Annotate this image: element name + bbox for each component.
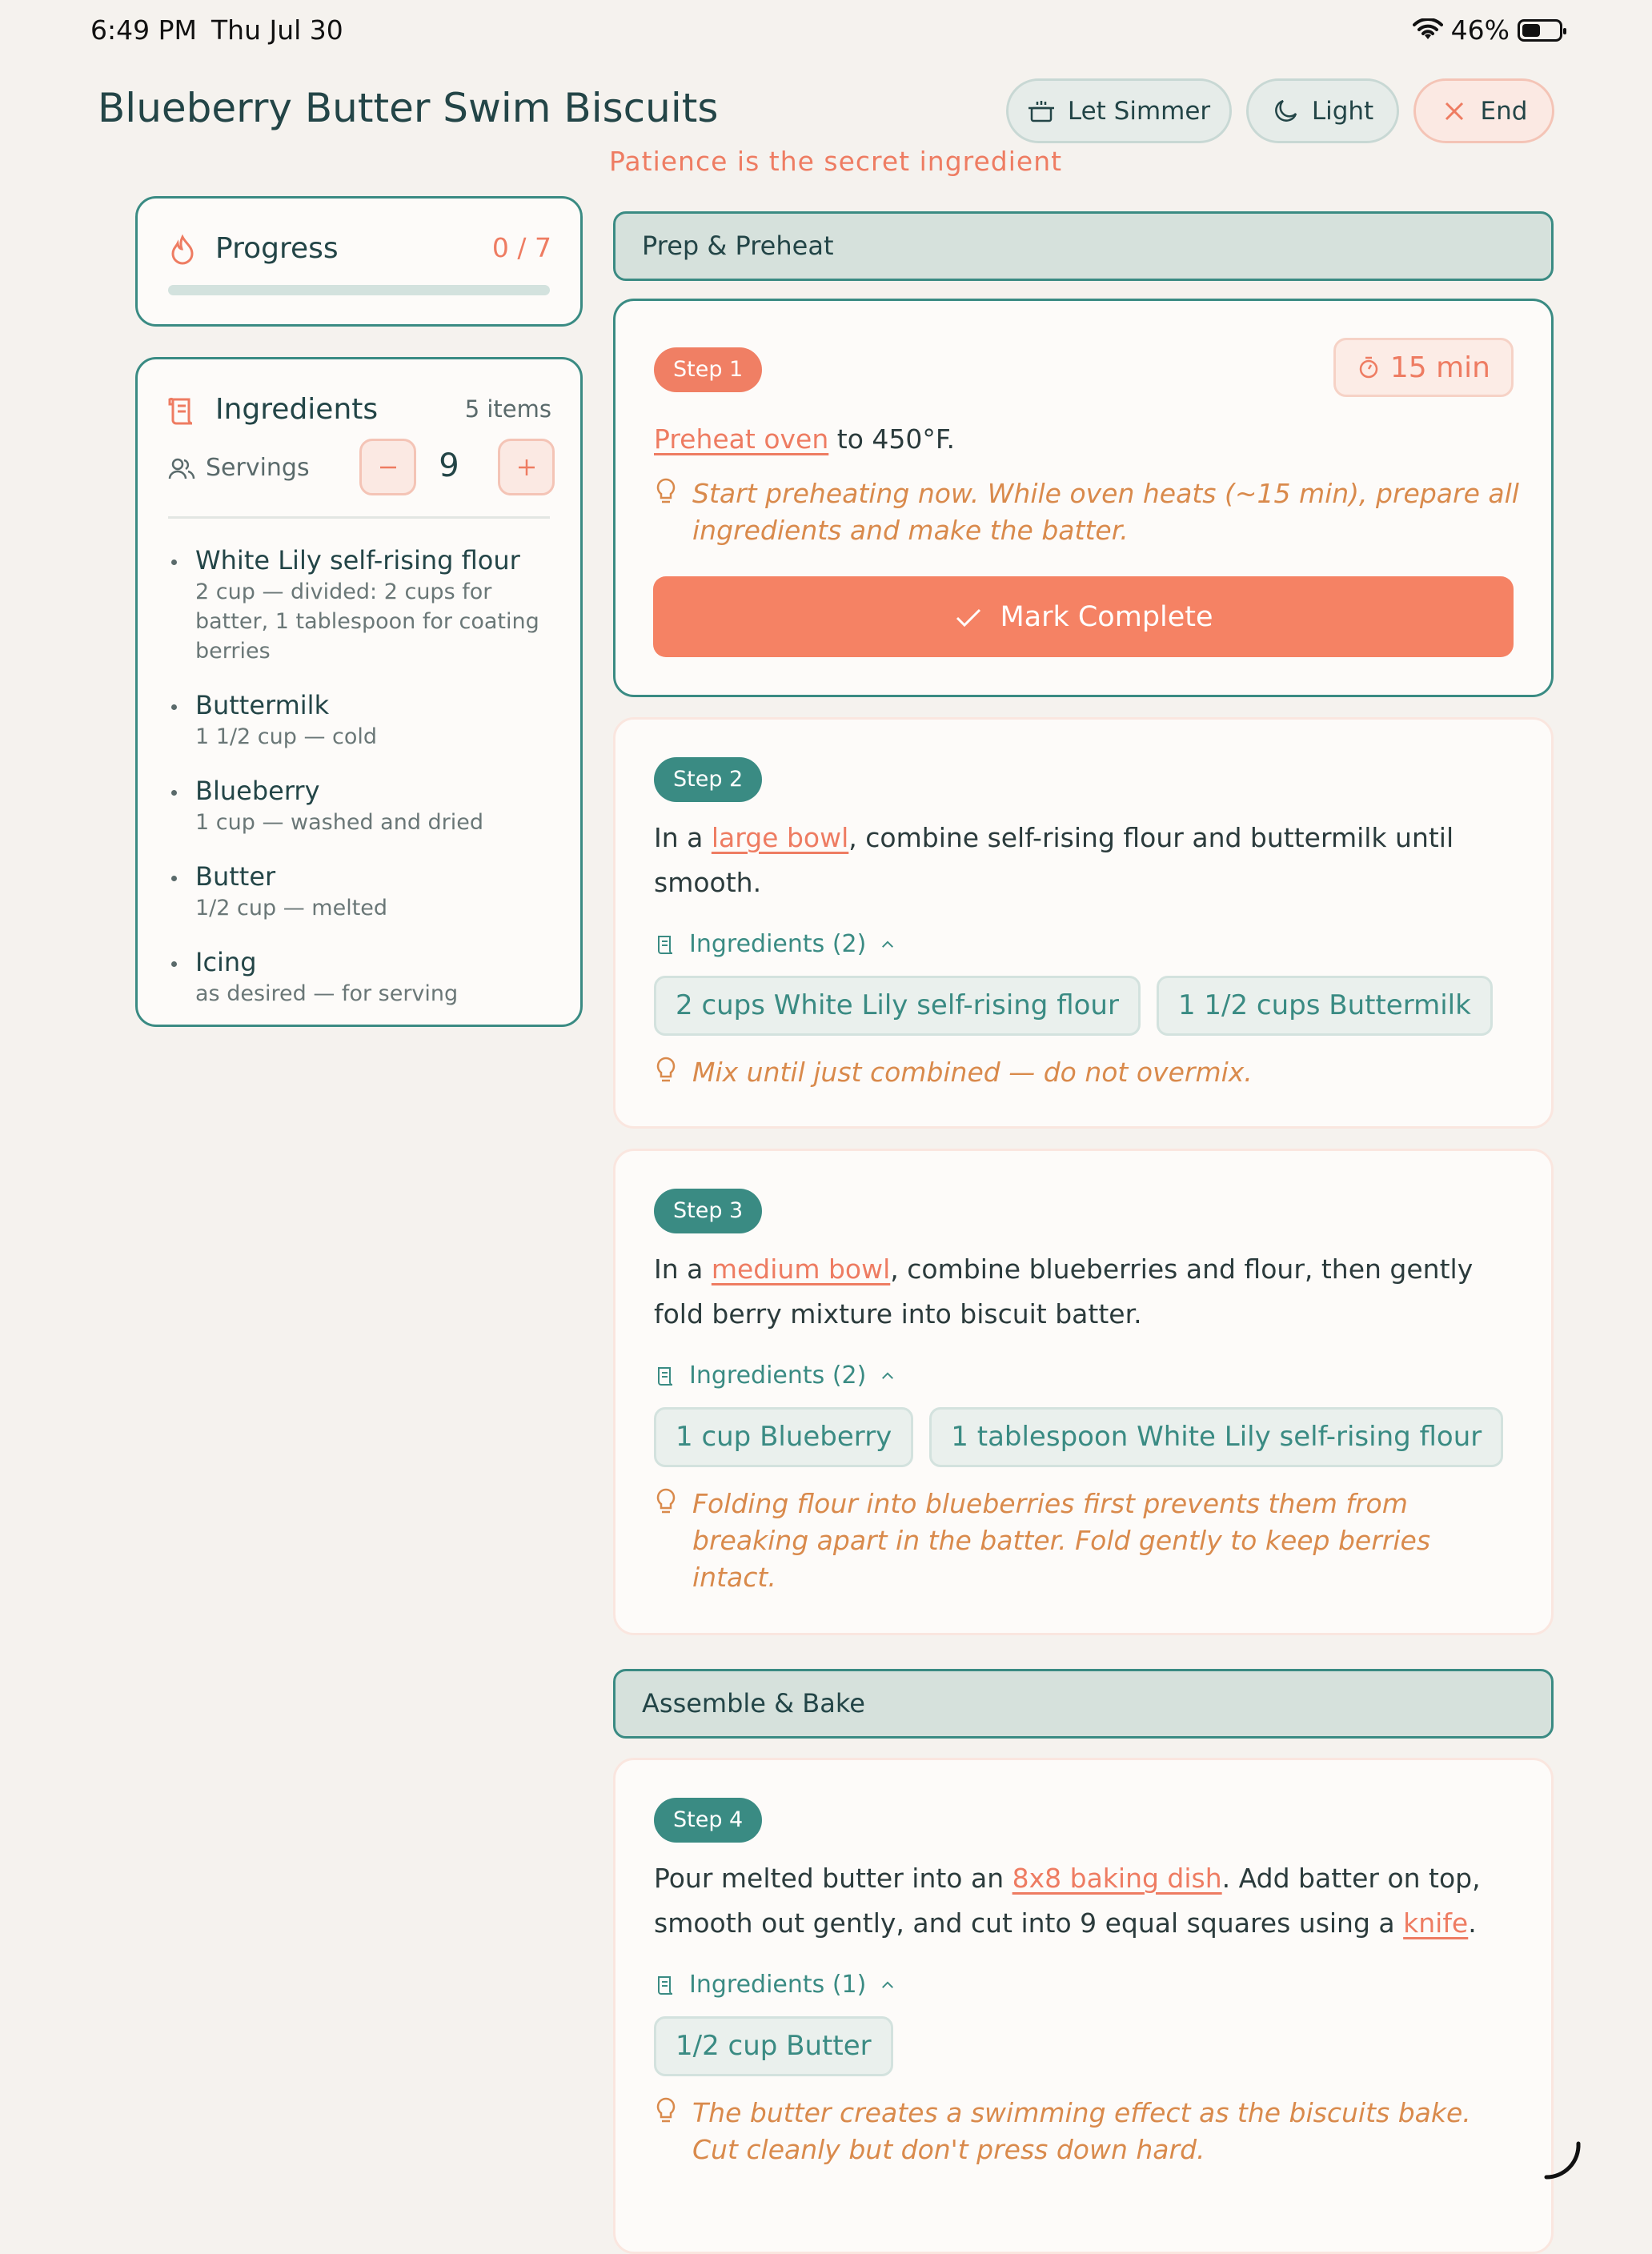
list-item xyxy=(168,945,556,1009)
scroll-icon xyxy=(654,933,676,956)
instruction-text: . Add batter on top, smooth out gently, and cut into 9 equal squares using a xyxy=(654,1863,1481,1939)
ingredient-name: Butter xyxy=(195,860,556,893)
step-badge: Step 1 xyxy=(654,347,762,392)
ingredient-detail: as desired — for serving xyxy=(195,979,556,1009)
list-item xyxy=(168,774,556,837)
tip-text: Mix until just combined — do not overmix. xyxy=(692,1054,1253,1091)
close-icon xyxy=(1441,98,1468,125)
increase-servings-button[interactable] xyxy=(498,439,555,495)
scroll-icon xyxy=(166,395,198,427)
users-icon xyxy=(168,457,195,481)
decrease-servings-button[interactable] xyxy=(359,439,416,495)
ingredient-name: Blueberry xyxy=(195,774,556,808)
ingredient-chips xyxy=(654,2016,893,2076)
status-bar xyxy=(0,0,1652,61)
chevron-up-icon xyxy=(879,1367,896,1385)
step-badge: Step 2 xyxy=(654,757,762,802)
ingredients-divider xyxy=(168,516,550,519)
step-tip xyxy=(654,1486,1519,1596)
lightbulb-icon xyxy=(654,477,678,506)
step-tip xyxy=(654,475,1519,549)
step-card-1 xyxy=(613,299,1554,697)
status-time: 6:49 PM xyxy=(90,14,197,46)
ingredients-list xyxy=(168,543,556,1031)
instruction-text: In a xyxy=(654,1253,712,1285)
ingredient-chip: 2 cups White Lily self-rising flour xyxy=(654,976,1141,1036)
ingredients-toggle[interactable] xyxy=(654,1362,896,1390)
let-simmer-button[interactable] xyxy=(1006,78,1232,143)
let-simmer-label: Let Simmer xyxy=(1068,97,1210,126)
ingredients-toggle[interactable] xyxy=(654,930,896,958)
lightbulb-icon xyxy=(654,1056,678,1085)
step-badge: Step 3 xyxy=(654,1189,762,1233)
ingredient-detail: 1 1/2 cup — cold xyxy=(195,722,556,752)
status-date: Thu Jul 30 xyxy=(211,14,343,46)
list-item xyxy=(168,688,556,752)
tool-link[interactable]: medium bowl xyxy=(712,1253,890,1285)
theme-toggle-button[interactable] xyxy=(1246,78,1399,143)
flame-icon xyxy=(166,234,198,266)
ingredients-toggle-label: Ingredients (1) xyxy=(689,1971,866,1999)
ingredient-name: White Lily self-rising flour xyxy=(195,543,556,577)
page-subtitle: Patience is the secret ingredient xyxy=(609,146,1062,177)
step-card-4[interactable] xyxy=(613,1758,1554,2254)
checkmark-icon xyxy=(953,602,984,632)
lightbulb-icon xyxy=(654,1487,678,1516)
ingredient-chip: 1 1/2 cups Buttermilk xyxy=(1157,976,1493,1036)
ingredient-detail: 1 cup — washed and dried xyxy=(195,808,556,837)
tool-link[interactable]: 8x8 baking dish xyxy=(1012,1863,1222,1894)
step-tip xyxy=(654,1054,1519,1091)
mark-complete-label: Mark Complete xyxy=(1000,601,1213,633)
ingredients-card xyxy=(135,357,583,1027)
section-header-assemble: Assemble & Bake xyxy=(613,1669,1554,1739)
instruction-text: , combine blueberries and flour, then gently fold berry mixture into biscuit batter. xyxy=(654,1253,1473,1330)
moon-icon xyxy=(1272,98,1299,125)
battery-icon xyxy=(1518,19,1562,42)
battery-percent: 46% xyxy=(1451,14,1510,46)
scroll-indicator-icon xyxy=(1542,2140,1583,2182)
tool-link[interactable]: large bowl xyxy=(712,822,848,853)
ingredient-chip: 1/2 cup Butter xyxy=(654,2016,893,2076)
ingredient-detail: 2 cup — divided: 2 cups for batter, 1 tablespoon for coating berries xyxy=(195,577,556,666)
section-header-prep: Prep & Preheat xyxy=(613,211,1554,281)
ingredients-title: Ingredients xyxy=(215,393,378,426)
instruction-text: to 450°F. xyxy=(828,423,955,455)
theme-label: Light xyxy=(1312,97,1373,126)
progress-bar xyxy=(168,285,550,295)
instruction-text: , combine self-rising flour and buttermilk until smooth. xyxy=(654,822,1454,898)
scroll-icon xyxy=(654,1365,676,1387)
timer-label: 15 min xyxy=(1390,351,1490,384)
tool-link[interactable]: Preheat oven xyxy=(654,423,828,455)
ingredient-chip: 1 cup Blueberry xyxy=(654,1407,913,1467)
list-item xyxy=(168,860,556,923)
progress-count: 0 / 7 xyxy=(492,232,551,263)
ingredients-toggle[interactable] xyxy=(654,1971,896,1999)
instruction-text: Pour melted butter into an xyxy=(654,1863,1012,1894)
step-instruction xyxy=(654,417,1503,462)
ingredients-count: 5 items xyxy=(465,395,551,423)
plus-icon xyxy=(515,456,538,479)
tip-text: Start preheating now. While oven heats (~15 min), prepare all ingredients and make the batter. xyxy=(692,475,1519,549)
ingredient-chips xyxy=(654,976,1493,1036)
timer-chip[interactable] xyxy=(1333,338,1514,397)
timer-icon xyxy=(1357,355,1381,379)
step-instruction xyxy=(654,1247,1503,1337)
lightbulb-icon xyxy=(654,2096,678,2125)
ingredient-chips xyxy=(654,1407,1503,1467)
ingredient-name: Buttermilk xyxy=(195,688,556,722)
instruction-text: In a xyxy=(654,822,712,853)
scroll-icon xyxy=(654,1974,676,1996)
list-item xyxy=(168,543,556,666)
servings-label: Servings xyxy=(206,454,310,482)
step-card-3[interactable] xyxy=(613,1149,1554,1635)
progress-label: Progress xyxy=(215,232,339,265)
servings-value: 9 xyxy=(429,447,469,484)
ingredient-detail: 1/2 cup — melted xyxy=(195,893,556,923)
ingredients-toggle-label: Ingredients (2) xyxy=(689,1362,866,1390)
end-button[interactable] xyxy=(1413,78,1554,143)
instruction-text: . xyxy=(1468,1907,1477,1939)
minus-icon xyxy=(377,456,399,479)
progress-card xyxy=(135,196,583,327)
ingredient-name: Icing xyxy=(195,945,556,979)
ingredient-chip: 1 tablespoon White Lily self-rising flour xyxy=(929,1407,1503,1467)
ingredients-toggle-label: Ingredients (2) xyxy=(689,930,866,958)
tool-link[interactable]: knife xyxy=(1403,1907,1468,1939)
end-label: End xyxy=(1481,97,1528,126)
step-card-2[interactable] xyxy=(613,717,1554,1129)
step-tip xyxy=(654,2095,1519,2168)
chevron-up-icon xyxy=(879,936,896,953)
step-instruction xyxy=(654,816,1503,905)
tip-text: Folding flour into blueberries first prevents them from breaking apart in the batter. Fold gently to keep berries intact. xyxy=(692,1486,1519,1596)
chevron-up-icon xyxy=(879,1976,896,1994)
status-right xyxy=(1413,14,1562,46)
mark-complete-button[interactable] xyxy=(653,576,1514,657)
wifi-icon xyxy=(1413,18,1443,42)
tip-text: The butter creates a swimming effect as the biscuits bake. Cut cleanly but don't press down hard. xyxy=(692,2095,1519,2168)
pot-icon xyxy=(1028,98,1055,125)
step-instruction xyxy=(654,1856,1503,1946)
page-title: Blueberry Butter Swim Biscuits xyxy=(98,85,718,131)
step-badge: Step 4 xyxy=(654,1798,762,1843)
